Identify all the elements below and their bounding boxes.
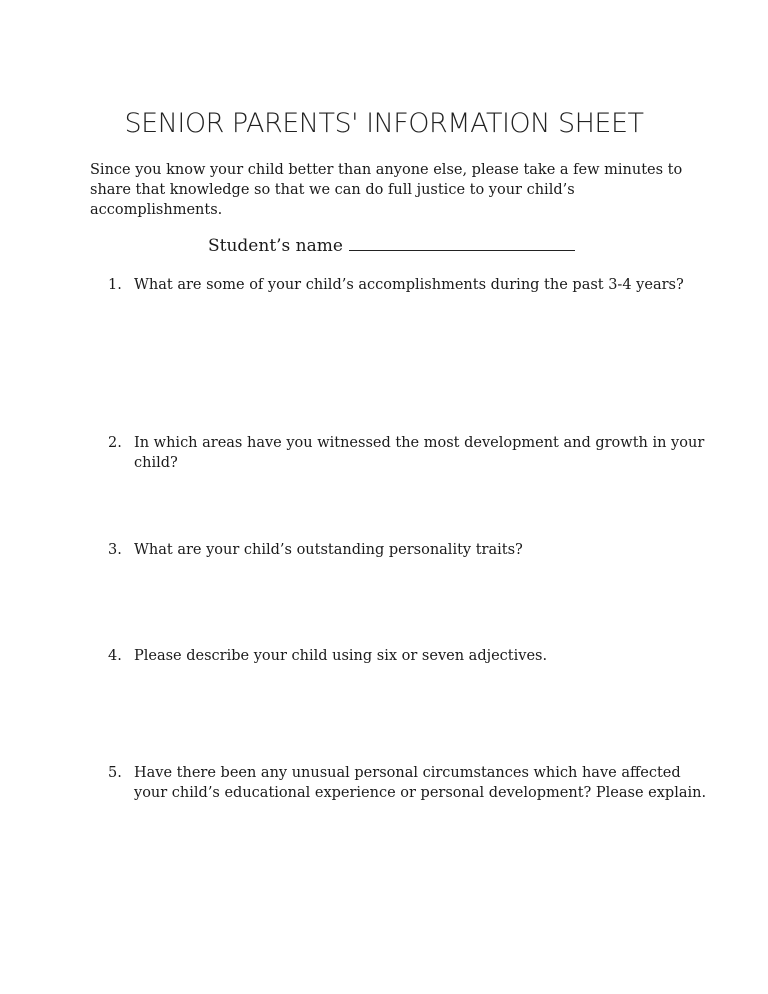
question-text: Have there been any unusual personal circumstances which have affected your child’s educational experience or personal development? Please explain. [134, 765, 707, 801]
question-number: 4. [108, 648, 122, 664]
question-number: 2. [108, 435, 122, 451]
question-4 [108, 646, 714, 666]
student-name-label: Student’s name [208, 236, 343, 256]
question-text: What are some of your child’s accomplishments during the past 3-4 years? [134, 277, 684, 293]
question-3 [108, 540, 714, 560]
intro-paragraph: Since you know your child better than anyone else, please take a few minutes to share that knowledge so that we can do full justice to your child’s accomplishments. [90, 162, 683, 218]
question-number: 1. [108, 277, 122, 293]
question-text: What are your child’s outstanding personality traits? [134, 542, 523, 558]
student-name-blank[interactable] [349, 233, 575, 251]
question-2 [108, 433, 714, 473]
question-1 [108, 275, 714, 295]
question-text: In which areas have you witnessed the most development and growth in your child? [134, 435, 705, 471]
question-number: 5. [108, 765, 122, 781]
student-name-row [208, 233, 575, 256]
question-number: 3. [108, 542, 122, 558]
page-title: SENIOR PARENTS' INFORMATION SHEET [124, 108, 644, 139]
question-5 [108, 763, 714, 803]
question-text: Please describe your child using six or seven adjectives. [134, 648, 548, 664]
